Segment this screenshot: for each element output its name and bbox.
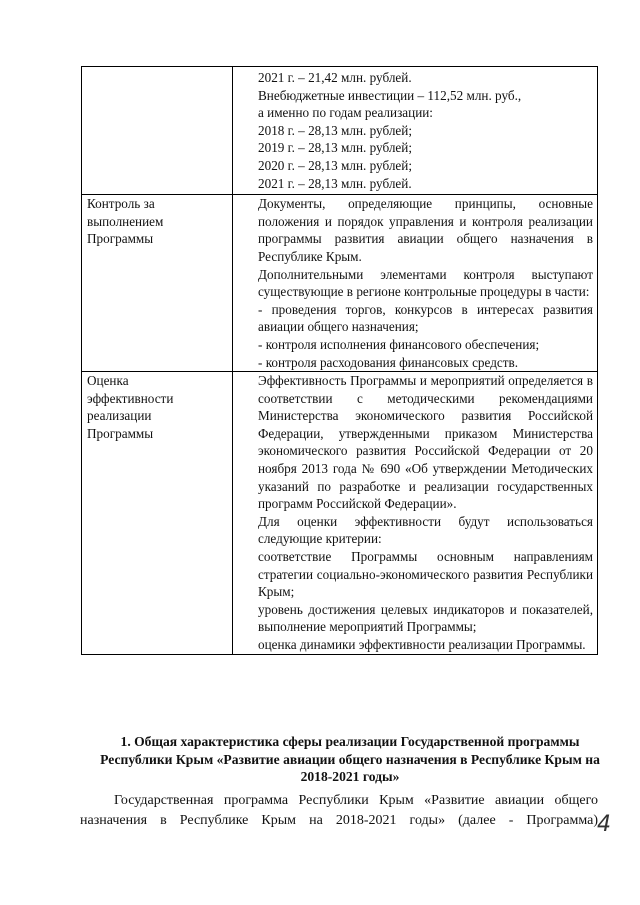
control-label-line: Контроль за: [87, 196, 155, 212]
control-paragraph: Документы, определяющие принципы, основные положения и порядок управления и контроля реализации программы развития авиации общего назначения в Республике Крым.: [258, 196, 593, 264]
control-paragraph: - проведения торгов, конкурсов в интересах развития авиации общего назначения;: [258, 301, 593, 335]
funding-label-cell: [82, 67, 233, 195]
control-label-line: выполнением: [87, 213, 164, 229]
section-body-text: Государственная программа Республики Крым «Развитие авиации общего назначения в Республике Крым на 2018-2021 годы» (далее - Программа): [80, 793, 598, 828]
efficiency-label-cell: [82, 372, 233, 655]
control-row: [82, 195, 598, 372]
control-label-cell: [82, 195, 233, 372]
control-label-line: Программы: [87, 231, 154, 247]
efficiency-label-line: Оценка: [87, 373, 129, 389]
control-paragraph: - контроля расходования финансовых средств.: [258, 354, 519, 370]
efficiency-value-cell: [233, 372, 598, 655]
funding-row: [82, 67, 598, 195]
funding-line: 2021 г. – 28,13 млн. рублей.: [258, 175, 412, 191]
efficiency-paragraph: Для оценки эффективности будут использоваться следующие критерии:: [258, 513, 593, 547]
section-heading: 1. Общая характеристика сферы реализации Государственной программы Республики Крым «Развитие авиации общего назначения в Республике Крым на 2018-2021 годы»: [100, 734, 600, 784]
efficiency-paragraph: соответствие Программы основным направлениям стратегии социально-экономического развития Республики Крым;: [258, 549, 593, 600]
efficiency-row: [82, 372, 598, 655]
funding-line: Внебюджетные инвестиции – 112,52 млн. руб.,: [258, 87, 522, 103]
control-paragraph: - контроля исполнения финансового обеспечения;: [258, 336, 540, 352]
efficiency-paragraph: уровень достижения целевых индикаторов и показателей, выполнение мероприятий Программы;: [258, 601, 593, 635]
funding-line: 2021 г. – 21,42 млн. рублей.: [258, 70, 412, 85]
efficiency-paragraph: Эффективность Программы и мероприятий определяется в соответствии с методическими рекомендациями Министерства экономического развития Российской Федерации, утвержденными приказом Министерства экономического развития Российской Федерации от 20 ноября 2013 года № 690 «Об утверждении Методических указаний по разработке и реализации государственных программ Российской Федерации».: [258, 373, 593, 512]
efficiency-label-line: реализации: [87, 408, 152, 424]
efficiency-paragraph: оценка динамики эффективности реализации Программы.: [258, 637, 586, 652]
funding-line: 2018 г. – 28,13 млн. рублей;: [258, 122, 412, 138]
funding-line: 2020 г. – 28,13 млн. рублей;: [258, 157, 412, 173]
page-number: 4: [597, 812, 611, 837]
program-passport-table: [81, 66, 598, 655]
control-value-cell: [233, 195, 598, 372]
funding-line: 2019 г. – 28,13 млн. рублей;: [258, 140, 412, 156]
funding-line: а именно по годам реализации:: [258, 105, 433, 121]
efficiency-label-line: Программы: [87, 425, 154, 441]
control-paragraph: Дополнительными элементами контроля выступают существующие в регионе контрольные процедуры в части:: [258, 266, 593, 300]
efficiency-label-line: эффективности: [87, 390, 174, 406]
funding-value-cell: [233, 67, 598, 195]
